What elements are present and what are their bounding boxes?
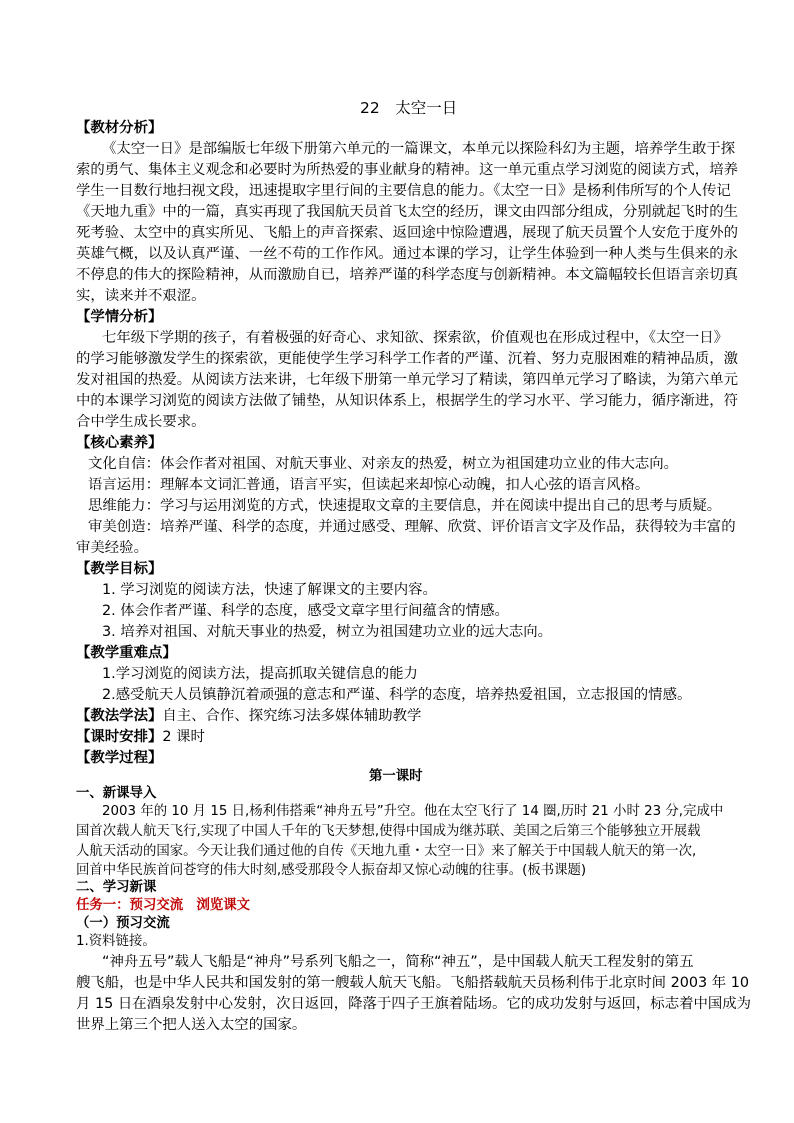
part-heading-new-lesson: 二、学习新课 — [76, 880, 157, 895]
page-title: 22 太空一日 — [360, 99, 458, 117]
section-heading-core: 【核心素养】 — [76, 435, 163, 451]
subsection-heading: （一）预习交流 — [76, 916, 170, 931]
item-label: 1.资料链接。 — [76, 934, 156, 949]
goal-item: 3. 培养对祖国、对航天事业的热爱，树立为祖国建功立业的远大志向。 — [102, 624, 553, 640]
method-row — [76, 706, 421, 726]
paragraph-line: 艘飞船，也是中华人民共和国发射的第一艘载人航天飞船。飞船搭载航天员杨利伟于北京时间 2003 年 10 — [76, 975, 750, 991]
section-heading-textbook: 【教材分析】 — [76, 120, 163, 136]
paragraph-line: 审美创造：培养严谨、科学的态度，并通过感受、理解、欣赏、评价语言文字及作品，获得较为丰富的 — [88, 519, 736, 535]
part-heading-intro: 一、新课导入 — [76, 786, 157, 801]
paragraph-line: 不停息的伟大的探险精神，从而激励自已，培养严谨的科学态度与创新精神。本文篇幅较长但语言亲切真 — [76, 267, 738, 283]
hours-row — [76, 727, 205, 747]
paragraph-line: 英雄气概，以及认真严谨、一丝不苟的工作作风。通过本课的学习，让学生体验到一种人类与生俱来的永 — [76, 246, 738, 262]
paragraph-line: 合中学生成长要求。 — [76, 414, 206, 430]
key-point-item: 1.学习浏览的阅读方法，提高抓取关键信息的能力 — [102, 666, 418, 682]
paragraph-line: 死考验、太空中的真实所见、飞船上的声音探索、返回途中惊险遭遇，展现了航天员置个人安危于度外的 — [76, 225, 738, 241]
paragraph-line: 语言运用：理解本文词汇普通，语言平实，但读起来却惊心动魄，扣人心弦的语言风格。 — [88, 477, 650, 493]
section-heading-process: 【教学过程】 — [76, 750, 163, 766]
section-heading-goals: 【教学目标】 — [76, 561, 163, 577]
lesson-title: 第一课时 — [369, 769, 423, 784]
paragraph-line: 2003 年的 10 月 15 日,杨利伟搭乘“神舟五号”升空。他在太空飞行了 14 圈,历时 21 小时 23 分,完成中 — [102, 804, 724, 819]
paragraph-line: 文化自信：体会作者对祖国、对航天事业、对亲友的热爱，树立为祖国建功立业的伟大志向。 — [88, 456, 679, 472]
goal-item: 1. 学习浏览的阅读方法，快速了解课文的主要内容。 — [102, 582, 437, 598]
task-heading: 任务一：预习交流 浏览课文 — [76, 898, 251, 913]
goal-item: 2. 体会作者严谨、科学的态度，感受文章字里行间蕴含的情感。 — [102, 603, 509, 619]
paragraph-line: 索的勇气、集体主义观念和必要时为所热爱的事业献身的精神。这一单元重点学习浏览的阅读方式，培养 — [76, 162, 738, 178]
paragraph-line: 国首次载人航天飞行,实现了中国人千年的飞天梦想,使得中国成为继苏联、美国之后第三个能够独立开展载 — [76, 824, 701, 839]
section-heading-key-points: 【教学重难点】 — [76, 645, 177, 661]
paragraph-line: 回首中华民族首问苍穹的伟大时刻,感受那段令人振奋却又惊心动魄的往事。(板书课题) — [76, 863, 587, 878]
paragraph-line: 人航天活动的国家。今天让我们通过他的自传《天地九重・太空一日》来了解关于中国载人航天的第一次, — [76, 844, 697, 859]
section-heading-method: 【教法学法】 — [76, 708, 163, 724]
paragraph-line: “神舟五号”载人飞船是“神舟”号系列飞船之一，简称“神五”，是中国载人航天工程发射的第五 — [102, 954, 694, 970]
key-point-item: 2.感受航天人员镇静沉着顽强的意志和严谨、科学的态度，培养热爱祖国，立志报国的情感。 — [102, 687, 692, 703]
paragraph-line: 的学习能够激发学生的探索欲，更能使学生学习科学工作者的严谨、沉着、努力克服困难的精神品质，激 — [76, 351, 738, 367]
paragraph-line: 思维能力：学习与运用浏览的方式，快速提取文章的主要信息，并在阅读中提出自己的思考与质疑。 — [88, 498, 722, 514]
paragraph-line: 月 15 日在酒泉发射中心发射，次日返回，降落于四子王旗着陆场。它的成功发射与返回，标志着中国成为 — [76, 996, 752, 1012]
paragraph-line: 学生一目数行地扫视文段，迅速提取字里行间的主要信息的能力。《太空一日》是杨利伟所写的个人传记 — [76, 183, 731, 199]
section-heading-students: 【学情分析】 — [76, 309, 163, 325]
paragraph-line: 实，读来并不艰涩。 — [76, 288, 206, 304]
paragraph-line: 七年级下学期的孩子，有着极强的好奇心、求知欲、探索欲，价值观也在形成过程中，《太空一日》 — [102, 330, 728, 346]
section-heading-hours: 【课时安排】 — [76, 729, 163, 745]
method-text: 自主、合作、探究练习法多媒体辅助教学 — [162, 708, 422, 724]
hours-text: 2 课时 — [162, 729, 205, 745]
paragraph-line: 中的本课学习浏览的阅读方法做了铺垫，从知识体系上，根据学生的学习水平、学习能力，循序渐进，符 — [76, 393, 738, 409]
paragraph-line: 世界上第三个把人送入太空的国家。 — [76, 1017, 307, 1033]
paragraph-line: 《天地九重》中的一篇，真实再现了我国航天员首飞太空的经历，课文由四部分组成，分别就起飞时的生 — [76, 204, 738, 220]
paragraph-line: 审美经验。 — [76, 540, 148, 556]
paragraph-line: 发对祖国的热爱。从阅读方法来讲，七年级下册第一单元学习了精读，第四单元学习了略读，为第六单元 — [76, 372, 738, 388]
paragraph-line: 《太空一日》是部编版七年级下册第六单元的一篇课文，本单元以探险科幻为主题，培养学生敢于探 — [102, 141, 736, 157]
